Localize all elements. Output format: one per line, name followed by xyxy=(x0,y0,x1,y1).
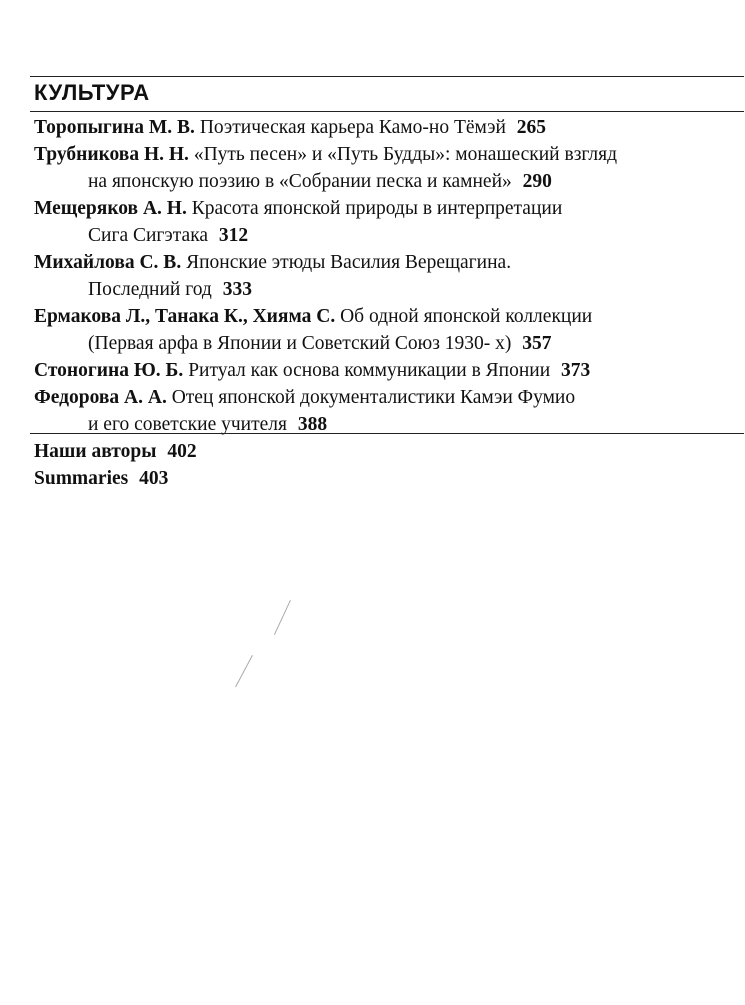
entry-author: Федорова А. А. xyxy=(34,387,167,408)
back-matter-list xyxy=(34,438,197,492)
entry-title: «Путь песен» и «Путь Будды»: монашеский взгляд xyxy=(193,144,618,165)
back-matter-label: Summaries xyxy=(34,468,129,489)
toc-entry[interactable] xyxy=(34,384,734,438)
entry-title-continued: (Первая арфа в Японии и Советский Союз 1930- х) xyxy=(88,333,512,354)
entry-title-continued: Сига Сигэтака xyxy=(88,225,209,246)
entry-title: Красота японской природы в интерпретации xyxy=(191,198,563,219)
entry-author: Стоногина Ю. Б. xyxy=(34,360,184,381)
entry-page: 388 xyxy=(297,414,328,435)
entry-page: 357 xyxy=(522,333,552,354)
entry-title: Об одной японской коллекции xyxy=(340,306,593,327)
entry-author: Михайлова С. В. xyxy=(34,252,182,273)
toc-list xyxy=(34,114,734,438)
entry-title-continued: и его советские учителя xyxy=(88,414,287,435)
bottom-rule xyxy=(30,433,744,434)
entry-page: 290 xyxy=(522,171,552,192)
entry-author: Мещеряков А. Н. xyxy=(34,198,187,219)
toc-entry[interactable] xyxy=(34,195,734,249)
toc-entry[interactable] xyxy=(34,141,734,195)
back-matter-item-authors[interactable] xyxy=(34,438,197,465)
entry-title-continued: Последний год xyxy=(88,279,212,300)
entry-title: Поэтическая карьера Камо-но Тёмэй xyxy=(199,117,506,138)
section-title-rule xyxy=(30,111,744,112)
entry-page: 312 xyxy=(218,225,249,246)
entry-page: 333 xyxy=(222,279,252,300)
back-matter-page: 403 xyxy=(139,468,169,489)
toc-entry[interactable] xyxy=(34,114,734,141)
entry-author: Торопыгина М. В. xyxy=(34,117,195,138)
entry-title-continued: на японскую поэзию в «Собрании песка и камней» xyxy=(88,171,512,192)
back-matter-label: Наши авторы xyxy=(34,441,157,462)
entry-title: Японские этюды Василия Верещагина. xyxy=(186,252,512,273)
entry-page: 265 xyxy=(516,117,547,138)
section-title: КУЛЬТУРА xyxy=(34,80,150,105)
entry-author: Ермакова Л., Танака К., Хияма С. xyxy=(34,306,336,327)
toc-entry[interactable] xyxy=(34,249,734,303)
entry-title: Ритуал как основа коммуникации в Японии xyxy=(188,360,551,381)
toc-entry[interactable] xyxy=(34,357,734,384)
entry-page: 373 xyxy=(561,360,591,381)
scan-mark xyxy=(235,655,253,687)
back-matter-page: 402 xyxy=(167,441,197,462)
entry-author: Трубникова Н. Н. xyxy=(34,144,189,165)
back-matter-item-summaries[interactable] xyxy=(34,465,197,492)
toc-entry[interactable] xyxy=(34,303,734,357)
entry-title: Отец японской документалистики Камэи Фумио xyxy=(171,387,576,408)
scan-mark xyxy=(274,600,291,635)
top-rule xyxy=(30,76,744,77)
